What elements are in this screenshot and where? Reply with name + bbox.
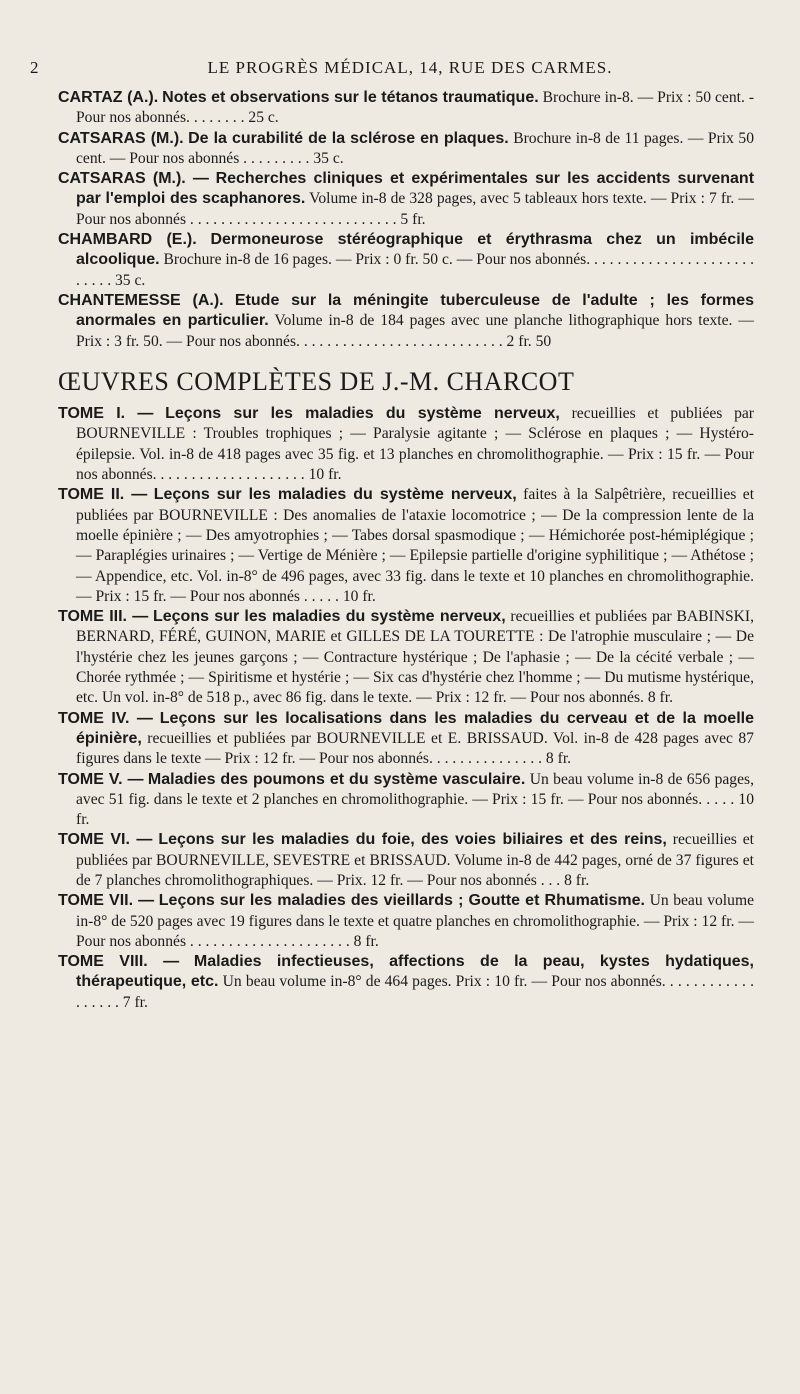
volume-title: Leçons sur les maladies des vieillards ; Goutte et Rhumatisme. — [158, 892, 645, 910]
entry-details: Brochure in-8 de 16 pages. — Prix : 0 fr. 50 c. — Pour nos abonnés. . . . . . . . . . . . . . . . . . . . . . . . . . . 35 c. — [76, 251, 754, 289]
volume-text: Un beau volume in-8° de 520 pages avec 19 figures dans le texte et quatre planches en chromolithographie. — Prix : 12 fr. — Pour nos abonnés . . . . . . . . . . . . . . . . . . . . . 8 fr. — [76, 892, 754, 950]
page-number: 2 — [30, 58, 40, 77]
volume-text: recueillies et publiées par BOURNEVILLE et E. BRISSAUD. Vol. in-8 de 428 pages avec 87 figures dans le texte — Prix : 12 fr. — Pour nos abonnés. . . . . . . . . . . . . . . 8 fr. — [76, 729, 754, 768]
entry-author: CATSARAS (M.). — — [58, 170, 209, 188]
content — [58, 88, 754, 1013]
entry-details: Volume in-8 de 184 pages avec une planche lithographique hors texte. — Prix : 3 fr. 50. — Pour nos abonnés. . . . . . . . . . . . . . . . . . . . . . . . . . . 2 fr. 50 — [76, 312, 755, 350]
entry-author: CHANTEMESSE (A.). — [58, 291, 224, 309]
volume-text: recueillies et publiées par BABINSKI, BERNARD, FÉRÉ, GUINON, MARIE et GILLES DE LA TOURETTE : De l'atrophie musculaire ; — De l'hystérie chez les jeunes garçons ; — Contracture hystérique ; De l'aphasie ; — De la cécité verbale ; — Chorée rythmée ; — Spiritisme et hystérie ; — Six cas d'hystérie chez l'homme ; — Du mutisme hystérique, etc. Un vol. in-8° de 518 p., avec 86 fig. dans le texte. — Prix : 12 fr. — Pour nos abonnés. 8 fr. — [76, 608, 755, 707]
volume-tome: TOME VII. — — [58, 892, 155, 910]
volume-tome: TOME VIII. — — [58, 953, 180, 971]
running-head-text: LE PROGRÈS MÉDICAL, 14, RUE DES CARMES. — [207, 58, 613, 77]
volumes-list — [58, 404, 754, 1013]
volume-tome: TOME I. — — [58, 405, 154, 423]
entry-title: Dermoneurose stéréographique et érythrasma chez un imbécile alcoolique. — [76, 231, 754, 269]
volume-text: recueillies et publiées par BOURNEVILLE : Troubles trophiques ; — Paralysie agitante ; — Sclérose en plaques ; — Hystéro-épilepsie. Vol. in-8 de 418 pages avec 35 fig. et 13 planches en chromolithographie. — Prix : 15 fr. — Pour nos abonnés. . . . . . . . . . . . . . . . . . . . 10 fr. — [76, 405, 754, 484]
entry-author: CHAMBARD (E.). — [58, 231, 197, 249]
volume-title: Leçons sur les maladies du système nerveux, — [152, 608, 506, 626]
running-head — [30, 58, 760, 78]
volume-text: Un beau volume in-8 de 656 pages, avec 51 fig. dans le texte et 2 planches en chromolithographie. — Prix : 15 fr. — Pour nos abonnés. . . . . 10 fr. — [76, 770, 754, 829]
volume-entry — [58, 485, 754, 607]
entry-author: CATSARAS (M.). — [58, 129, 184, 147]
volume-title: Leçons sur les maladies du système nerveux, — [153, 486, 517, 504]
entry-title: Notes et observations sur le tétanos traumatique. — [162, 89, 539, 106]
volume-title: Leçons sur les localisations dans les maladies du cerveau et de la moelle épinière, — [76, 709, 754, 747]
volume-entry — [58, 891, 754, 952]
volume-tome: TOME IV. — — [58, 709, 153, 727]
volume-tome: TOME V. — — [58, 770, 144, 788]
volume-title: Leçons sur les maladies du foie, des voies biliaires et des reins, — [158, 831, 667, 849]
entry-title: Recherches cliniques et expérimentales sur les accidents survenant par l'emploi des scaphanores. — [76, 170, 755, 208]
volume-entry — [58, 770, 754, 831]
bibliography-entry — [58, 291, 754, 352]
entry-details: Brochure in-8. — Prix : 50 cent. - Pour nos abonnés. . . . . . . . 25 c. — [76, 89, 755, 127]
volume-tome: TOME VI. — — [58, 831, 153, 849]
entry-details: Brochure in-8 de 11 pages. — Prix 50 cent. — Pour nos abonnés . . . . . . . . . 35 c. — [76, 129, 754, 167]
bibliography-entry — [58, 169, 754, 230]
volume-text: recueillies et publiées par BOURNEVILLE, SEVESTRE et BRISSAUD. Volume in-8 de 442 pages, orné de 37 figures et de 7 planches chromolithographiques. — Prix. 12 fr. — Pour nos abonnés . . . 8 fr. — [76, 831, 755, 889]
bibliography-entry — [58, 88, 754, 129]
bibliography-list — [58, 88, 754, 352]
section-title: ŒUVRES COMPLÈTES DE J.-M. CHARCOT — [58, 366, 575, 396]
entry-title: Etude sur la méningite tuberculeuse de l'adulte ; les formes anormales en particulier. — [76, 291, 755, 330]
bibliography-entry — [58, 230, 754, 291]
entry-details: Volume in-8 de 328 pages, avec 5 tableaux hors texte. — Prix : 7 fr. — Pour nos abonnés . . . . . . . . . . . . . . . . . . . . . . . . . . . 5 fr. — [76, 190, 754, 228]
volume-text: faites à la Salpêtrière, recueillies et publiées par BOURNEVILLE : Des anomalies de l'ataxie locomotrice ; — De la compression lente de la moelle épinière ; — Des amyotrophies ; — Tabes dorsal spasmodique ; — Hémichorée post-hémiplégique ; — Paraplégies urinaires ; — Vertige de Ménière ; — Epilepsie partielle d'origine syphilitique ; — Athétose ; — Appendice, etc. Vol. in-8° de 496 pages, avec 33 fig. dans le texte et 10 planches en chromolithographie. — Prix : 15 fr. — Pour nos abonnés . . . . . 10 fr. — [76, 486, 755, 605]
bibliography-entry — [58, 129, 754, 170]
volume-tome: TOME II. — — [58, 486, 148, 504]
entry-author: CARTAZ (A.). — [58, 89, 159, 106]
volume-entry — [58, 952, 754, 1013]
volume-title: Maladies des poumons et du système vasculaire. — [147, 770, 526, 788]
entry-title: De la curabilité de la sclérose en plaques. — [188, 129, 509, 147]
volume-entry — [58, 607, 754, 708]
volume-title: Leçons sur les maladies du système nerveux, — [165, 405, 560, 423]
volume-title: Maladies infectieuses, affections de la peau, kystes hydatiques, thérapeutique, etc. — [76, 953, 754, 991]
volume-tome: TOME III. — — [58, 608, 149, 626]
volume-entry — [58, 404, 754, 485]
volume-entry — [58, 709, 754, 770]
volume-entry — [58, 830, 754, 891]
volume-text: Un beau volume in-8° de 464 pages. Prix : 10 fr. — Pour nos abonnés. . . . . . . . . . . . . . . . . . 7 fr. — [76, 973, 754, 1011]
